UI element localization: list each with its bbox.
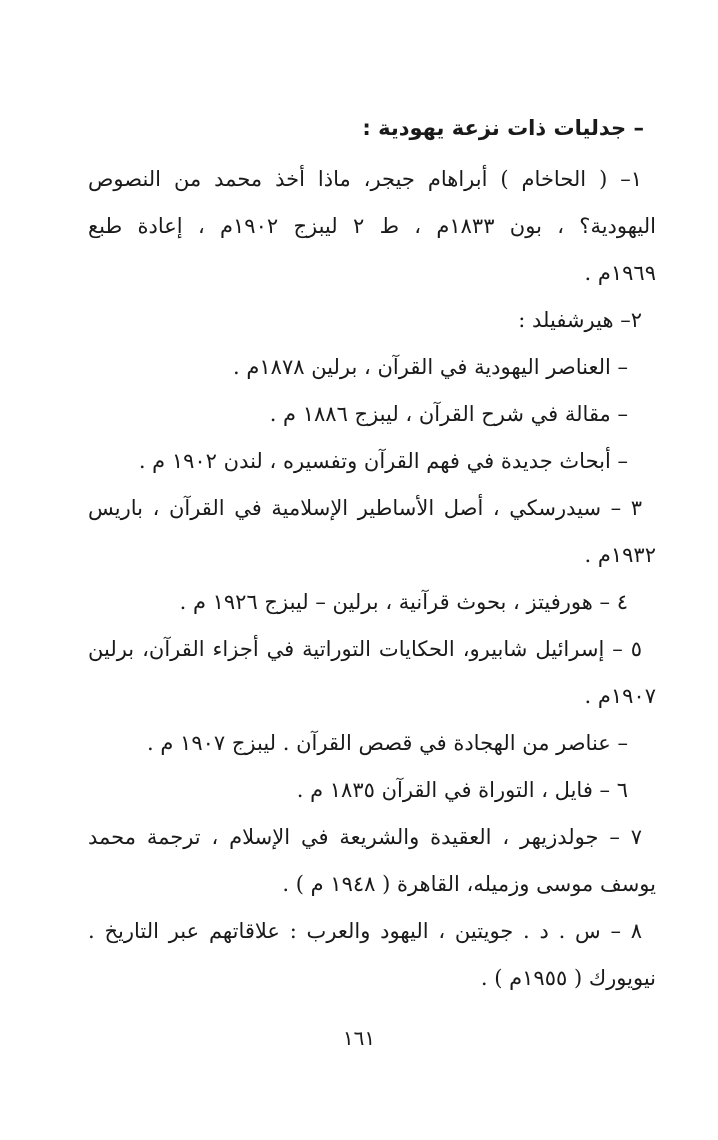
list-item-shapiro <box>88 626 656 720</box>
entry-line: ٣ – سيدرسكي ، أصل الأساطير الإسلامية في القرآن ، باريس <box>88 496 642 520</box>
entry-line: ٢– هيرشفيلد : <box>518 308 642 332</box>
list-item-weil <box>88 767 656 814</box>
list-subitem-hirschfeld-3 <box>88 438 656 485</box>
entry-line: نيويورك ( ١٩٥٥م ) . <box>480 966 656 990</box>
entry-line: ٨ – س . د . جويتين ، اليهود والعرب : علاقاتهم عبر التاريخ . <box>88 919 642 943</box>
entry-line: ٧ – جولدزيهر ، العقيدة والشريعة في الإسلام ، ترجمة محمد <box>88 825 642 849</box>
entry-line: ٥ – إسرائيل شابيرو، الحكايات التوراتية في أجزاء القرآن، برلين <box>88 637 642 661</box>
entry-line: – عناصر من الهجادة في قصص القرآن . ليبزج ١٩٠٧ م . <box>147 731 628 755</box>
entry-line: ٤ – هورفيتز ، بحوث قرآنية ، برلين – ليبزج ١٩٢٦ م . <box>179 590 628 614</box>
entry-line: – العناصر اليهودية في القرآن ، برلين ١٨٧٨م . <box>233 355 628 379</box>
entry-line: ١٩٣٢م . <box>584 543 656 567</box>
entry-line: – أبحاث جديدة في فهم القرآن وتفسيره ، لندن ١٩٠٢ م . <box>138 449 628 473</box>
entry-line: اليهودية؟ ، بون ١٨٣٣م ، ط ٢ ليبزج ١٩٠٢م ، إعادة طبع <box>88 214 656 238</box>
entry-line: – مقالة في شرح القرآن ، ليبزج ١٨٨٦ م . <box>269 402 628 426</box>
list-item-geiger <box>88 156 656 297</box>
list-item-hirschfeld <box>88 297 656 344</box>
list-item-sidersky <box>88 485 656 579</box>
list-item-goldziher <box>88 814 656 908</box>
page-number: ١٦١ <box>342 1026 376 1050</box>
entry-line: ١٩٠٧م . <box>584 684 656 708</box>
entry-line: يوسف موسى وزميله، القاهرة ( ١٩٤٨ م ) . <box>282 872 656 896</box>
entry-line: ١٩٦٩م . <box>584 261 656 285</box>
list-subitem-hirschfeld-1 <box>88 344 656 391</box>
page-body <box>88 100 656 1002</box>
section-heading: – جدليات ذات نزعة يهودية : <box>362 116 644 140</box>
list-subitem-hirschfeld-2 <box>88 391 656 438</box>
list-subitem-shapiro <box>88 720 656 767</box>
list-item-horovitz <box>88 579 656 626</box>
entry-line: ١– ( الحاخام ) أبراهام جيجر، ماذا أخذ محمد من النصوص <box>88 167 642 191</box>
entry-line: ٦ – فايل ، التوراة في القرآن ١٨٣٥ م . <box>296 778 628 802</box>
list-item-goitein <box>88 908 656 1002</box>
